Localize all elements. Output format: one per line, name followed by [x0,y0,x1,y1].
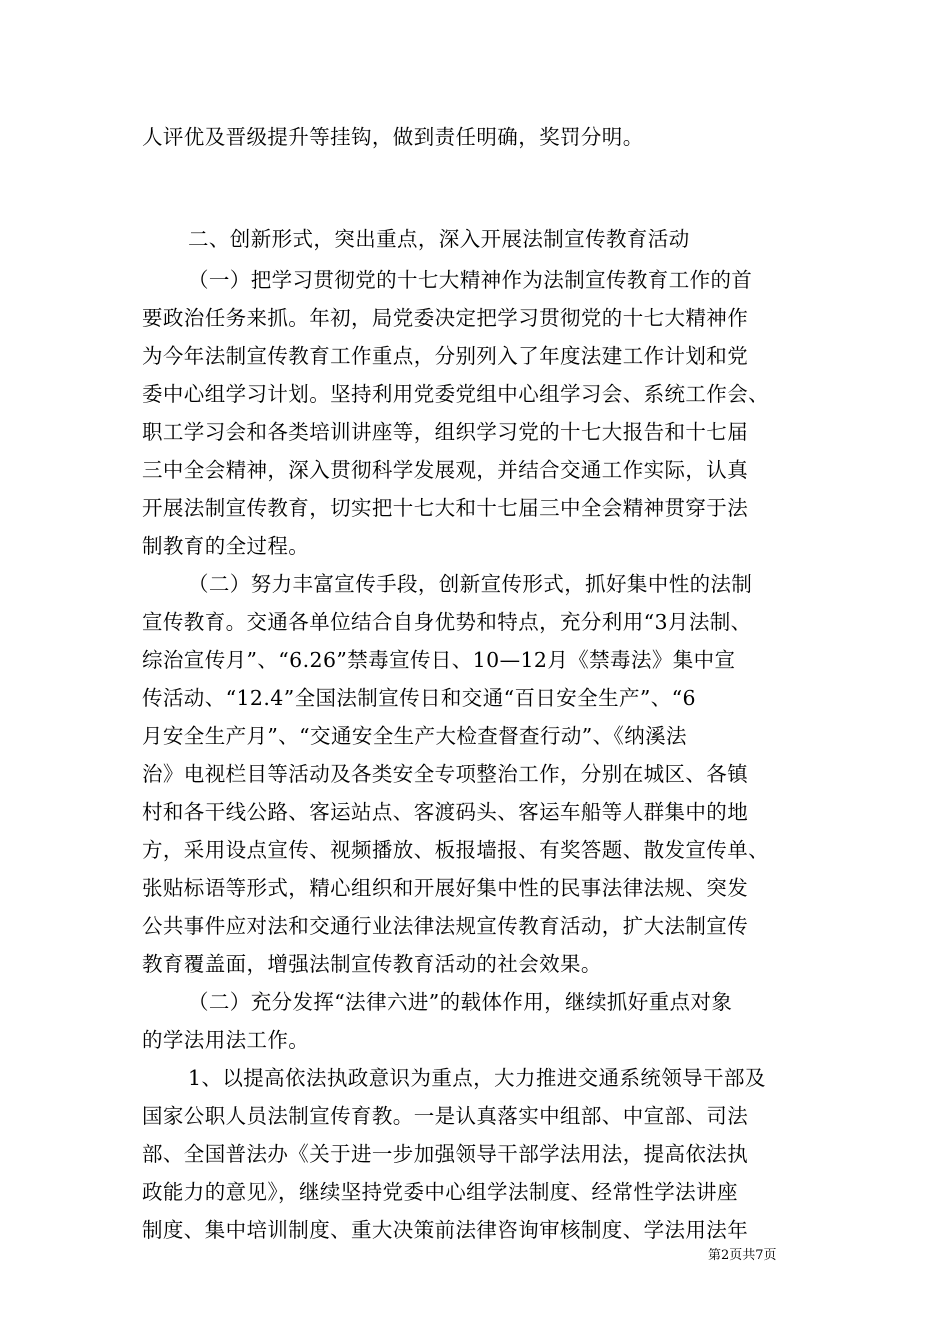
text-line: 委中心组学习计划。坚持利用党委党组中心组学习会、系统工作会、 [142,382,769,406]
text-line: 为今年法制宣传教育工作重点，分别列入了年度法建工作计划和党 [142,344,749,368]
text-line: 三中全会精神，深入贯彻科学发展观，并结合交通工作实际，认真 [142,458,749,482]
text-line: （二）充分发挥“法律六进”的载体作用，继续抓好重点对象 [188,990,733,1014]
text-line: 国家公职人员法制宣传育教。一是认真落实中组部、中宣部、司法 [142,1104,749,1128]
page-number: 第2页共7页 [708,1248,777,1263]
text-line: 宣传教育。交通各单位结合自身优势和特点，充分利用“3月法制、 [142,610,752,634]
text-line: （一）把学习贯彻党的十七大精神作为法制宣传教育工作的首 [188,268,753,292]
text-line: 开展法制宣传教育，切实把十七大和十七届三中全会精神贯穿于法 [142,496,749,520]
text-line: 职工学习会和各类培训讲座等，组织学习党的十七大报告和十七届 [142,420,749,444]
text-line: 教育覆盖面，增强法制宣传教育活动的社会效果。 [142,952,602,976]
text-line: 张贴标语等形式，精心组织和开展好集中性的民事法律法规、突发 [142,876,749,900]
text-line: 综治宣传月”、“6.26”禁毒宣传日、10—12月《禁毒法》集中宣 [142,648,736,672]
text-line: 人评优及晋级提升等挂钩，做到责任明确，奖罚分明。 [142,125,644,149]
text-line: 传活动、“12.4”全国法制宣传日和交通“百日安全生产”、“6 [142,686,696,710]
text-line: 要政治任务来抓。年初，局党委决定把学习贯彻党的十七大精神作 [142,306,749,330]
text-line: 月安全生产月”、“交通安全生产大检查督查行动”、《纳溪法 [142,724,687,748]
text-line: 的学法用法工作。 [142,1028,310,1052]
section-heading: 二、创新形式，突出重点，深入开展法制宣传教育活动 [188,227,690,251]
text-line: 部、全国普法办《关于进一步加强领导干部学法用法，提高依法执 [142,1142,749,1166]
text-line: 村和各干线公路、客运站点、客渡码头、客运车船等人群集中的地 [142,800,749,824]
text-line: 治》电视栏目等活动及各类安全专项整治工作，分别在城区、各镇 [142,762,749,786]
text-line: 政能力的意见》，继续坚持党委中心组学法制度、经常性学法讲座 [142,1180,738,1204]
text-line: 方，采用设点宣传、视频播放、板报墙报、有奖答题、散发宣传单、 [142,838,769,862]
text-line: （二）努力丰富宣传手段，创新宣传形式，抓好集中性的法制 [188,572,753,596]
text-line: 1、以提高依法执政意识为重点，大力推进交通系统领导干部及 [188,1066,766,1090]
text-line: 公共事件应对法和交通行业法律法规宣传教育活动，扩大法制宣传 [142,914,749,938]
text-line: 制度、集中培训制度、重大决策前法律咨询审核制度、学法用法年 [142,1218,749,1242]
text-line: 制教育的全过程。 [142,534,310,558]
